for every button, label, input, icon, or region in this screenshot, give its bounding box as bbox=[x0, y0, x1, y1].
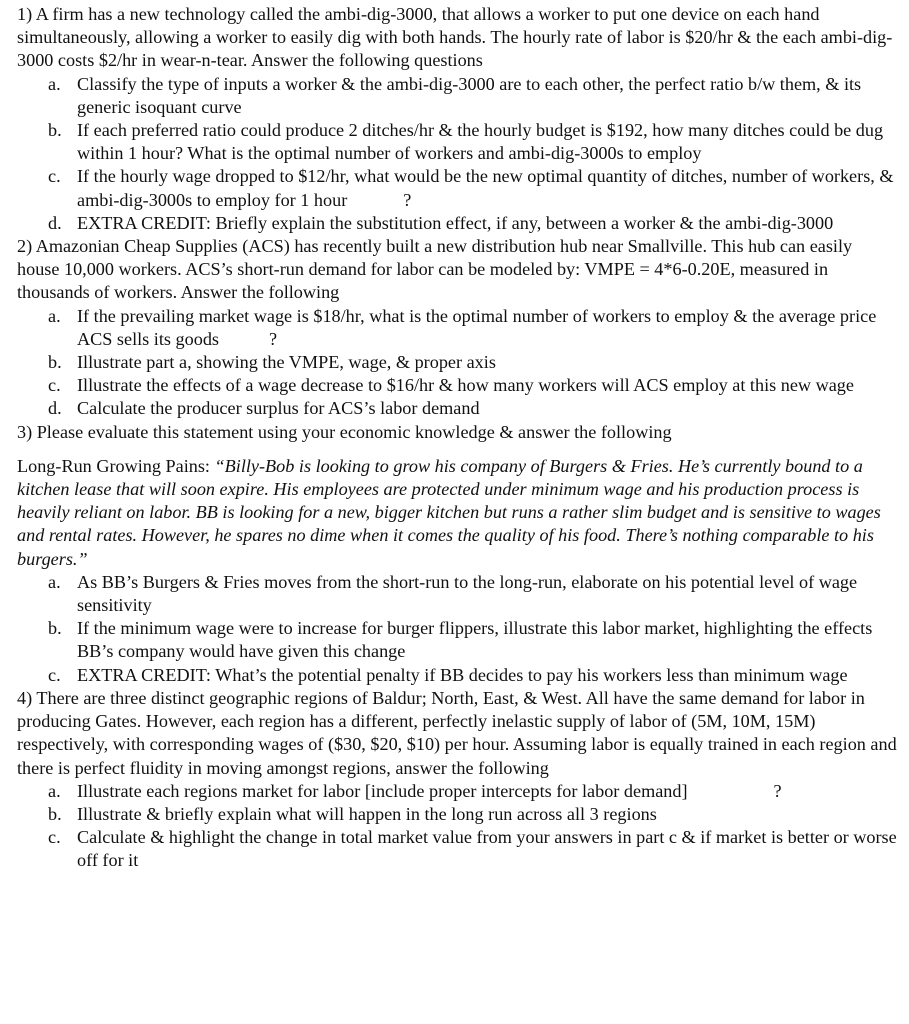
part-label: a. bbox=[48, 780, 61, 801]
question-2-intro: 2) Amazonian Cheap Supplies (ACS) has recently built a new distribution hub near Smallville. This hub can easily house 10,000 workers. ACS’s short-run demand for labor can be modeled by: VMPE = 4*6-0.20E, measured in thousands of workers. Answer the following bbox=[17, 236, 853, 303]
question-1-part-c bbox=[48, 165, 899, 211]
part-label: c. bbox=[48, 375, 61, 396]
question-3-part-b bbox=[48, 617, 899, 663]
part-label: b. bbox=[48, 120, 62, 141]
part-text: Illustrate & briefly explain what will happen in the long run across all 3 regions bbox=[77, 803, 657, 824]
question-1-part-d bbox=[48, 212, 899, 235]
part-label: d. bbox=[48, 212, 62, 233]
question-mark: ? bbox=[269, 328, 278, 349]
question-1-part-a bbox=[48, 73, 899, 119]
question-2-parts bbox=[17, 305, 899, 421]
part-text: As BB’s Burgers & Fries moves from the short-run to the long-run, elaborate on his potential level of wage sensitivity bbox=[77, 571, 858, 616]
part-label: c. bbox=[48, 664, 61, 685]
part-text: If the prevailing market wage is $18/hr, what is the optimal number of workers to employ & the average price ACS sells its goods bbox=[77, 305, 877, 349]
question-2-part-c bbox=[48, 374, 899, 397]
question-mark: ? bbox=[403, 189, 412, 210]
part-label: c. bbox=[48, 166, 61, 187]
question-3-part-a bbox=[48, 571, 899, 617]
question-1-parts bbox=[17, 73, 899, 235]
passage-quote: “Billy-Bob is looking to grow his company of Burgers & Fries. He’s currently bound to a kitchen lease that will soon expire. His employees are protected under minimum wage and his production process is heavily reliant on labor. BB is looking for a new, bigger kitchen but runs a rather slim budget and is sensitive to wages and rental rates. However, he spares no dime when it comes the quality of his food. There’s nothing comparable to his burgers.” bbox=[17, 455, 881, 569]
question-4-part-b bbox=[48, 803, 899, 826]
part-text: Illustrate the effects of a wage decrease to $16/hr & how many workers will ACS employ at this new wage bbox=[77, 375, 854, 396]
question-2-part-b bbox=[48, 351, 899, 374]
part-text: If each preferred ratio could produce 2 ditches/hr & the hourly budget is $192, how many ditches could be dug within 1 hour? What is the optimal number of workers and ambi-dig-3000s to employ bbox=[77, 120, 884, 164]
part-label: b. bbox=[48, 803, 62, 824]
part-label: a. bbox=[48, 73, 61, 94]
question-3-part-c bbox=[48, 664, 899, 687]
part-text: Calculate the producer surplus for ACS’s labor demand bbox=[77, 398, 480, 419]
question-4-part-a bbox=[48, 780, 899, 803]
question-3 bbox=[17, 421, 899, 687]
question-1 bbox=[17, 3, 899, 235]
part-text: Illustrate each regions market for labor [include proper intercepts for labor demand] bbox=[77, 780, 688, 801]
part-label: b. bbox=[48, 618, 62, 639]
question-2-part-d bbox=[48, 397, 899, 420]
part-text: Illustrate part a, showing the VMPE, wage, & proper axis bbox=[77, 352, 496, 373]
part-text: EXTRA CREDIT: Briefly explain the substitution effect, if any, between a worker & the ambi-dig-3000 bbox=[77, 212, 834, 233]
question-mark: ? bbox=[773, 780, 782, 801]
part-text: Classify the type of inputs a worker & the ambi-dig-3000 are to each other, the perfect ratio b/w them, & its generic isoquant curve bbox=[77, 73, 862, 117]
part-label: c. bbox=[48, 827, 61, 848]
spacer bbox=[17, 444, 899, 455]
question-2-part-a bbox=[48, 305, 899, 351]
question-4-parts bbox=[17, 780, 899, 873]
question-1-intro: 1) A firm has a new technology called the ambi-dig-3000, that allows a worker to put one device on each hand simultaneously, allowing a worker to easily dig with both hands. The hourly rate of labor is $20/hr & the each ambi-dig-3000 costs $2/hr in wear-n-tear. Answer the following questions bbox=[17, 4, 893, 71]
question-4-intro: 4) There are three distinct geographic regions of Baldur; North, East, & West. All have the same demand for labor in producing Gates. However, each region has a different, perfectly inelastic supply of labor of (5M, 10M, 15M) respectively, with corresponding wages of ($30, $20, $10) per hour. Assuming labor is equally trained in each region and there is perfect fluidity in moving amongst regions, answer the following bbox=[17, 687, 897, 778]
part-label: b. bbox=[48, 352, 62, 373]
passage-title: Long-Run Growing Pains: bbox=[17, 455, 210, 476]
part-label: d. bbox=[48, 398, 62, 419]
question-3-intro: 3) Please evaluate this statement using your economic knowledge & answer the following bbox=[17, 421, 672, 442]
part-label: a. bbox=[48, 571, 61, 592]
question-3-parts bbox=[17, 571, 899, 687]
question-2 bbox=[17, 235, 899, 421]
question-4 bbox=[17, 687, 899, 873]
question-3-passage bbox=[17, 455, 899, 571]
question-1-part-b bbox=[48, 119, 899, 165]
part-text: Calculate & highlight the change in total market value from your answers in part c & if market is better or worse off for it bbox=[77, 827, 897, 871]
part-label: a. bbox=[48, 305, 61, 326]
part-text: If the hourly wage dropped to $12/hr, what would be the new optimal quantity of ditches, number of workers, & ambi-dig-3000s to employ for 1 hour bbox=[77, 166, 894, 210]
part-text: EXTRA CREDIT: What’s the potential penalty if BB decides to pay his workers less than minimum wage bbox=[77, 664, 848, 685]
part-text: If the minimum wage were to increase for burger flippers, illustrate this labor market, highlighting the effects BB’s company would have given this change bbox=[77, 618, 873, 662]
question-4-part-c bbox=[48, 826, 899, 872]
